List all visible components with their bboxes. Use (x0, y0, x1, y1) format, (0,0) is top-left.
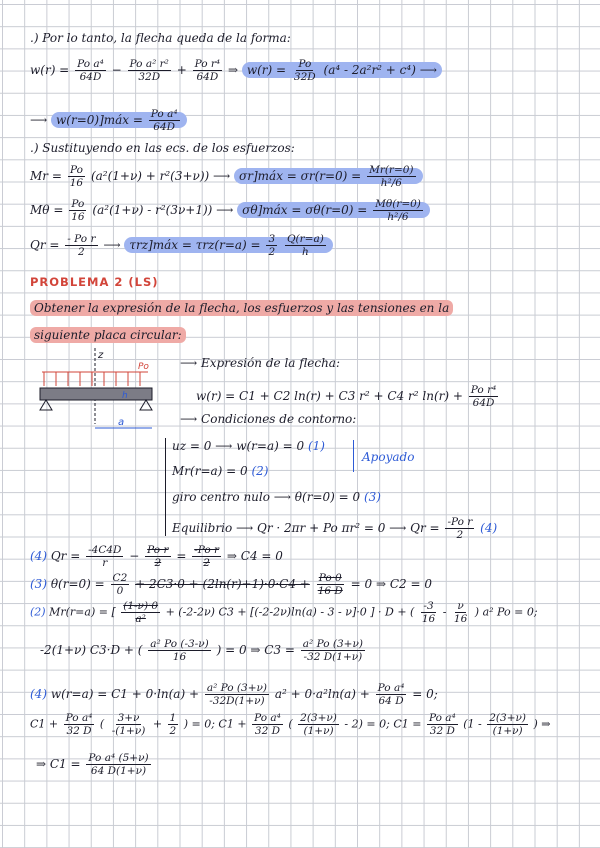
po-label: Po (138, 362, 149, 372)
conditions-brace (165, 438, 166, 536)
expresion-title: ⟶ Expresión de la flecha: (180, 356, 340, 370)
apoyado-brace (353, 440, 354, 472)
highlight-w-r: w(r) = $\frac{Po}{32D}$ (a⁴ - 2a²r² + c⁴) ⟶ (242, 62, 442, 78)
equation-mr: Mr = $\frac{Po}{16}$ (a²(1+ν) + r²(3+ν)) ⟶ σr]máx = σr(r=0) = $\frac{Mr(r=0)}{\text{h²/6}}$ (30, 164, 423, 189)
solution-eq1c: ⇒ C1 = $\frac{\text{Po a⁴ (5+ν)}}{64 D(1+\nu)}$ (36, 752, 149, 778)
plate-rect (40, 388, 152, 400)
expresion-equation: w(r) = C1 + C2 ln(r) + C3 r² + C4 r² ln(r) + $\frac{\text{Po r⁴}}{64D}$ (196, 384, 497, 410)
equation-qr: Qr = $\frac{\text{- Po r}}{2}$ ⟶ τrz]máx = τrz(r=a) = $\frac{3}{2}$ $\frac{Q(r=a)}{h}$ (30, 233, 333, 258)
condition-4: Equilibrio ⟶ Qr · 2πr + Po πr² = 0 ⟶ Qr = $\frac{\text{-Po r}}{2}$ (4) (172, 516, 498, 542)
plate-diagram (30, 348, 165, 442)
solution-eq2a: (2) Mr(r=a) = [ $\frac{(1-\nu)\cdot 0}{\text{a²}}$ + (-2-2ν) C3 + [(-2-2ν)ln(a) - 3 - ν]·0 ] · D + ( $\frac{-3}{16}$ - $\frac{\nu}{16}$ ) a² Po = 0; (30, 600, 538, 626)
z-axis-label: z (98, 350, 104, 361)
equation-mtheta: Mθ = $\frac{Po}{16}$ (a²(1+ν) - r²(3ν+1)) ⟶ σθ]máx = σθ(r=0) = $\frac{M\theta(r=0)}{\text{h²/6}}$ (30, 198, 430, 223)
solution-eq2b: -2(1+ν) C3·D + ( $\frac{\text{a² Po (-3-ν)}}{16}$ ) = 0 ⇒ C3 = $\frac{\text{a² Po (3+ν)}}{-32 D(1+\nu)}$ (40, 638, 363, 664)
solution-eq1a: (4) w(r=a) = C1 + 0·ln(a) + $\frac{\text{a² Po (3+ν)}}{-32D(1+\nu)}$ a² + 0·a²ln(a) + $\frac{\text{Po a⁴}}{64 D}$ = 0; (30, 682, 438, 708)
h-label: h (122, 391, 128, 401)
problem-statement-line1: Obtener la expresión de la flecha, los esfuerzos y las tensiones en la (30, 302, 453, 316)
condition-2: Mr(r=a) = 0 (2) (172, 464, 269, 478)
equation-w-max: ⟶ w(r=0)]máx = $\frac{\text{Po a⁴}}{64D}$ (30, 108, 187, 133)
solution-eq1b: C1 + $\frac{\text{Po a⁴}}{32 D}$ ( $\frac{3+\nu}{-(1+\nu)}$ + $\frac{1}{2}$ ) = 0; C1 + $\frac{\text{Po a⁴}}{32 D}$ ( $\frac{2(3+\nu)}{(1+\nu)}$ - 2) = 0; C1 = $\frac{\text{Po a⁴}}{32 D}$ (1 - $\frac{2(3+\nu)}{(1+\nu)}$ ) ⇒ (30, 712, 551, 738)
problem-heading: PROBLEMA 2 (LS) (30, 275, 159, 289)
equation-w-r: w(r) = $\frac{\text{Po a⁴}}{64D}$ − $\frac{\text{Po a² r²}}{32D}$ + $\frac{\text{Po r⁴}}{64D}$ ⇒ w(r) = $\frac{Po}{32D}$ (a⁴ - 2a²r² + c⁴) ⟶ (30, 58, 442, 83)
apoyado-label: Apoyado (362, 450, 415, 464)
condition-3: giro centro nulo ⟶ θ(r=0) = 0 (3) (172, 490, 381, 504)
solution-eq4: (4) Qr = $\frac{-4C4D}{r}$ − $\frac{\text{Po r}}{2}$ = $\frac{\text{-Po r}}{2}$ ⇒ C4 = 0 (30, 544, 283, 570)
a-label: a (118, 417, 125, 428)
condition-1: uz = 0 ⟶ w(r=a) = 0 (1) (172, 439, 325, 453)
problem-statement-line2: siguiente placa circular: (30, 329, 186, 343)
solution-eq3: (3) θ(r=0) = $\frac{C2}{0}$ + 2C3·0 + (2ln(r)+1)·0·C4 + $\frac{Po\cdot 0}{16 D}$ = 0 ⇒ C2 = 0 (30, 572, 432, 598)
condiciones-title: ⟶ Condiciones de contorno: (180, 412, 357, 426)
text-line-flecha-forma: .) Por lo tanto, la flecha queda de la forma: (30, 31, 291, 45)
text-line-sustituyendo: .) Sustituyendo en las ecs. de los esfuerzos: (30, 141, 295, 155)
